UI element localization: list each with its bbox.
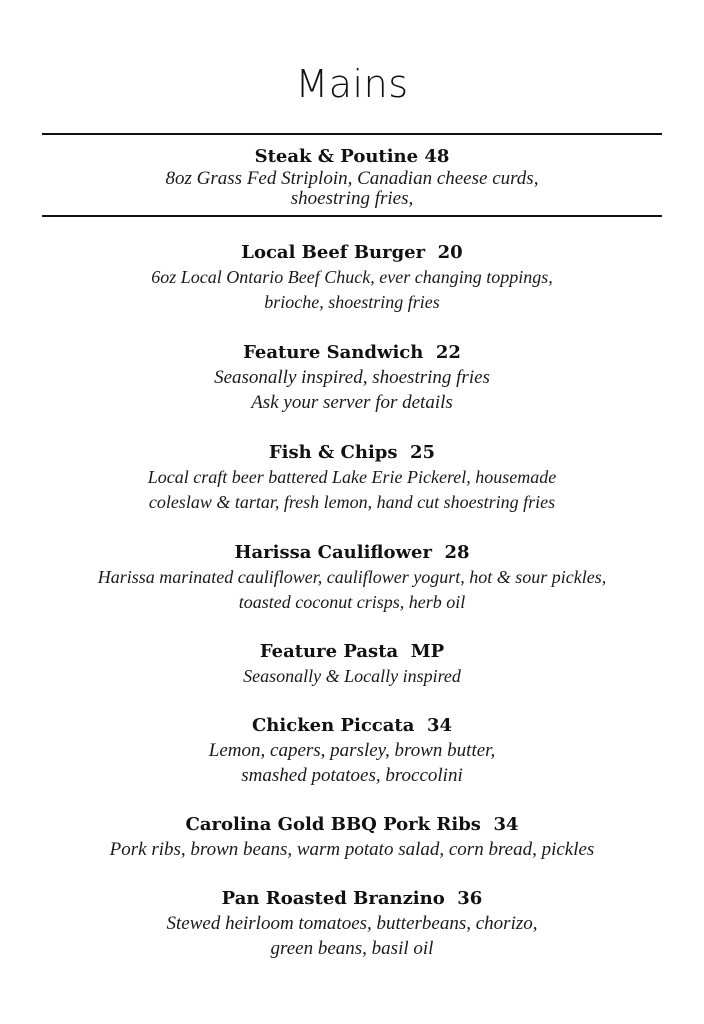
menu-item-description: smashed potatoes, broccolini <box>241 765 463 786</box>
menu-item-description: Seasonally & Locally inspired <box>243 666 461 686</box>
menu-item-name: Carolina Gold BBQ Pork Ribs 34 <box>185 814 519 835</box>
menu-item-description: Lemon, capers, parsley, brown butter, <box>208 740 496 761</box>
menu-item-carolina-gold-ribs <box>0 813 704 862</box>
menu-item-pan-roasted-branzino <box>0 887 704 961</box>
menu-item-description: 8oz Grass Fed Striploin, Canadian cheese curds, <box>165 168 539 189</box>
menu-item-description: Seasonally inspired, shoestring fries <box>214 367 490 388</box>
menu-item-harissa-cauliflower <box>0 541 704 615</box>
menu-title: Mains <box>295 62 409 106</box>
menu-item-feature-sandwich <box>0 341 704 415</box>
menu-item-description: coleslaw & tartar, fresh lemon, hand cut shoestring fries <box>148 492 556 512</box>
menu-item-name: Feature Sandwich 22 <box>243 342 461 363</box>
menu-item-description: Harissa marinated cauliflower, cauliflower yogurt, hot & sour pickles, <box>97 567 607 587</box>
menu-item-feature-pasta <box>0 640 704 689</box>
menu-item-name: Harissa Cauliflower 28 <box>234 542 470 563</box>
menu-item-name: Chicken Piccata 34 <box>251 715 452 736</box>
menu-item-description: green beans, basil oil <box>270 938 434 959</box>
menu-item-description: Pork ribs, brown beans, warm potato salad, corn bread, pickles <box>109 839 595 860</box>
featured-top-rule <box>42 133 662 135</box>
menu-item-steak-poutine <box>0 145 704 209</box>
menu-item-description: Stewed heirloom tomatoes, butterbeans, chorizo, <box>166 913 538 934</box>
featured-bottom-rule <box>42 215 662 217</box>
menu-item-fish-chips <box>0 441 704 515</box>
menu-item-description: Local craft beer battered Lake Erie Pickerel, housemade <box>147 467 557 487</box>
menu-item-name: Feature Pasta MP <box>259 641 445 662</box>
menu-item-description: toasted coconut crisps, herb oil <box>238 592 466 612</box>
menu-item-description: brioche, shoestring fries <box>264 292 440 312</box>
menu-item-name: Steak & Poutine 48 <box>254 146 450 167</box>
menu-item-chicken-piccata <box>0 714 704 788</box>
menu-item-local-beef-burger <box>0 241 704 315</box>
menu-item-name: Fish & Chips 25 <box>268 442 436 463</box>
menu-item-name: Local Beef Burger 20 <box>241 242 463 263</box>
menu-item-description: 6oz Local Ontario Beef Chuck, ever changing toppings, <box>151 267 553 287</box>
menu-item-description: Ask your server for details <box>251 392 453 413</box>
menu-item-description: shoestring fries, <box>290 188 414 209</box>
menu-item-name: Pan Roasted Branzino 36 <box>221 888 483 909</box>
